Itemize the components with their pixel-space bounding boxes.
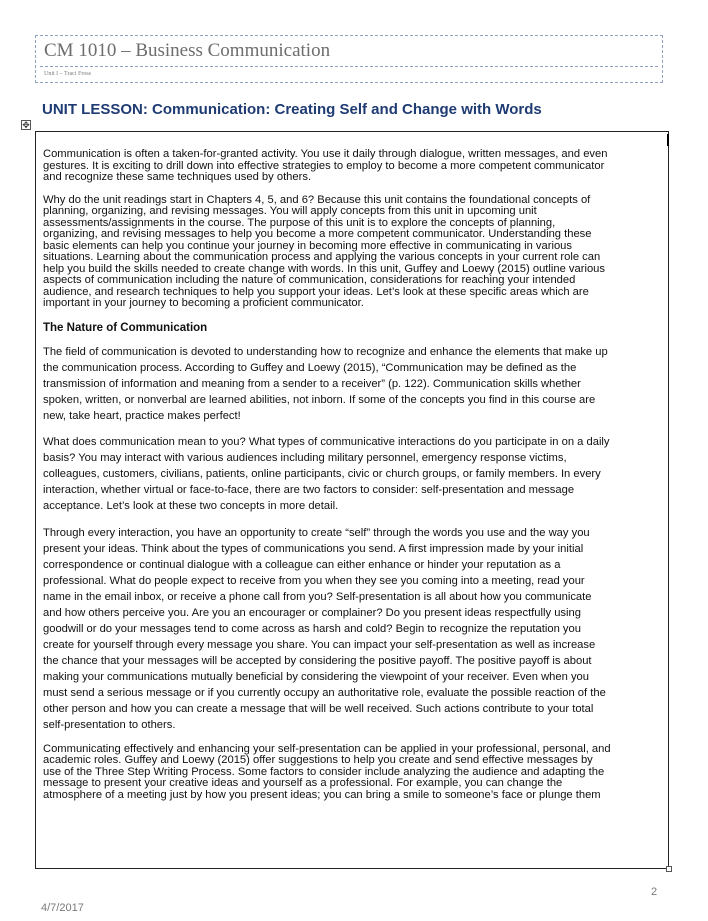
table-resize-handle[interactable] bbox=[666, 866, 672, 872]
lesson-content-box bbox=[35, 131, 669, 869]
section-heading-nature: The Nature of Communication bbox=[43, 321, 208, 334]
table-move-handle-icon[interactable]: ✥ bbox=[22, 120, 30, 130]
footer-date: 4/7/2017 bbox=[41, 902, 84, 914]
document-header bbox=[35, 35, 663, 83]
lesson-content bbox=[43, 149, 663, 801]
course-title: CM 1010 – Business Communication bbox=[44, 40, 331, 61]
page-number: 2 bbox=[651, 886, 658, 898]
intro-paragraph: Communication is often a taken-for-granted activity. You use it daily through dialogue, written messages, and even gestures. It is exciting to drill down into effective strategies to employ to become a more competent communicator and recognize these same techniques used by others. bbox=[43, 148, 608, 183]
field-paragraph: The field of communication is devoted to understanding how to recognize and enhance the elements that make up the communication process. According to Guffey and Loewy (2015), “Communication may be defined as the transmission of information and meaning from a sender to a receiver” (p. 122). Communication skills whether spoken, written, or nonverbal are learned abilities, not inborn. If some of the concepts you find in this course are new, take heart, practice makes perfect! bbox=[43, 345, 608, 422]
effective-communication-paragraph: Communicating effectively and enhancing your self-presentation can be applied in your professional, personal, and academic roles. Guffey and Loewy (2015) offer suggestions to help you create and send effective messages by use of the Three Step Writing Process. Some factors to consider include analyzing the audience and adapting the message to present your creative ideas and yourself as a professional. For example, you can change the atmosphere of a meeting just by how you present ideas; you can bring a smile to someone’s face or plunge them bbox=[43, 742, 611, 801]
readings-paragraph: Why do the unit readings start in Chapters 4, 5, and 6? Because this unit contains the foundational concepts of planning, organizing, and revising messages. You will apply concepts from this unit in upcoming unit assessments/assignments in the course. The purpose of this unit is to explore the concepts of planning, organizing, and revising messages to help you become a more competent communicator. Understanding these basic elements can help you continue your journey in becoming more effective in communicating in various situations. Learning about the communication process and applying the various concepts in your current role can help you build the skills needed to create change with words. In this unit, Guffey and Loewy (2015) outline various aspects of communication including the nature of communication, considerations for reaching your intended audience, and research techniques to help you support your ideas. Let’s look at these specific areas which are important in your journey to becoming a proficient communicator. bbox=[43, 193, 605, 309]
self-presentation-paragraph: Through every interaction, you have an opportunity to create “self” through the words you use and the way you present your ideas. Think about the types of communications you send. A first impression made by your initial correspondence or continual dialogue with a colleague can either enhance or hinder your reputation as a professional. What do people expect to receive from you when they see you coming into a meeting, read your name in the email inbox, or receive a phone call from you? Self-presentation is all about how you communicate and how others perceive you. Are you an encourager or complainer? Do you present ideas respectfully using goodwill or do your messages tend to come across as harsh and cold? Begin to recognize the reputation you create for yourself through every message you share. You can impact your self-presentation as well as increase the chance that your messages will be accepted by considering the positive payoff. The positive payoff is about making your communications mutually beneficial by considering the viewpoint of your receiver. Even when you must send a serious message or if you currently occupy an authoritative role, evaluate the possible reaction of the other person and how you can create a message that will be well received. Such actions contribute to your total self-presentation to others. bbox=[43, 526, 606, 731]
text-cursor bbox=[667, 134, 669, 146]
lesson-heading: UNIT LESSON: Communication: Creating Self and Change with Words bbox=[42, 101, 542, 118]
unit-author-line: Unit I – Traci Fross bbox=[44, 71, 92, 77]
meaning-paragraph: What does communication mean to you? What types of communicative interactions do you participate in on a daily basis? You may interact with various audiences including military personnel, emergency response victims, colleagues, customers, civilians, patients, online participants, civic or church groups, or family members. In every interaction, whether virtual or face-to-face, there are two factors to consider: self-presentation and message acceptance. Let’s look at these two concepts in more detail. bbox=[43, 435, 610, 512]
header-divider bbox=[40, 66, 658, 67]
